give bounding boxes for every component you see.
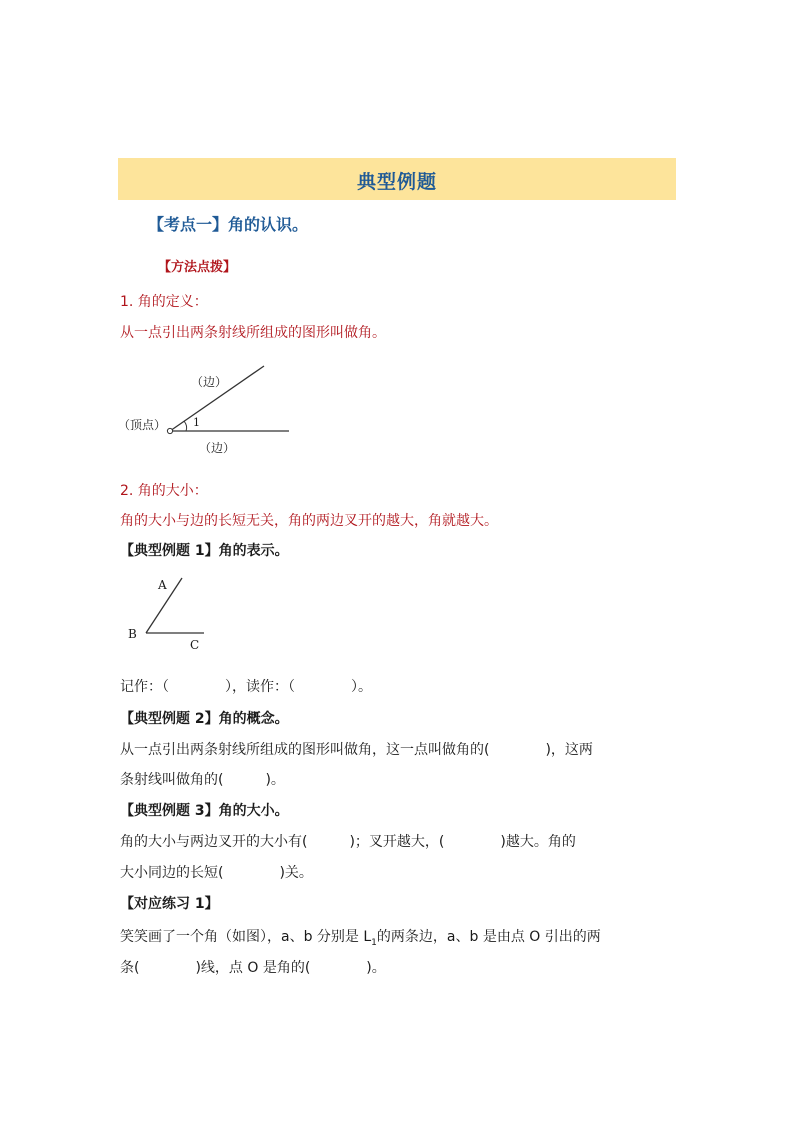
practice1-title: 【对应练习 1】 — [120, 896, 219, 912]
size-text: 角的大小与边的长短无关，角的两边叉开的越大，角就越大。 — [120, 513, 498, 529]
point-c-label: C — [190, 638, 200, 652]
example2-line1: 从一点引出两条射线所组成的图形叫做角，这一点叫做角的( )，这两 — [120, 742, 593, 758]
banner-title: 典型例题 — [356, 171, 437, 193]
example3-line1: 角的大小与两边叉开的大小有( )；叉开越大，( )越大。角的 — [120, 834, 576, 850]
example3-title: 【典型例题 3】角的大小。 — [120, 803, 289, 819]
point-b-label: B — [128, 627, 137, 641]
size-heading: 2. 角的大小： — [120, 483, 208, 499]
definition-text: 从一点引出两条射线所组成的图形叫做角。 — [120, 325, 386, 341]
topic-heading: 【考点一】角的认识。 — [148, 215, 309, 234]
example2-title: 【典型例题 2】角的概念。 — [120, 711, 289, 727]
method-label: 【方法点拨】 — [158, 260, 237, 275]
edge-label-bottom: （边） — [199, 441, 236, 455]
practice1-line2: 条( )线，点 O 是角的( )。 — [120, 960, 386, 976]
practice1-line1 — [120, 926, 601, 948]
example1-answer: 记作：（ ），读作：（ ）。 — [120, 679, 372, 695]
example2-line2: 条射线叫做角的( )。 — [120, 772, 285, 788]
example1-title: 【典型例题 1】角的表示。 — [120, 543, 289, 559]
definition-heading: 1. 角的定义： — [120, 294, 208, 310]
edge-label-top: （边） — [191, 375, 228, 389]
point-a-label: A — [158, 578, 167, 592]
practice1-subscript: 1 — [371, 937, 377, 948]
angle-number-label: 1 — [193, 416, 200, 429]
example3-line2: 大小同边的长短( )关。 — [120, 865, 313, 881]
practice1-line1-b: 的两条边，a、b 是由点 O 引出的两 — [376, 929, 601, 945]
practice1-line1-a: 笑笑画了一个角（如图），a、b 分别是 L — [120, 929, 372, 945]
vertex-label: （顶点） — [118, 418, 167, 432]
